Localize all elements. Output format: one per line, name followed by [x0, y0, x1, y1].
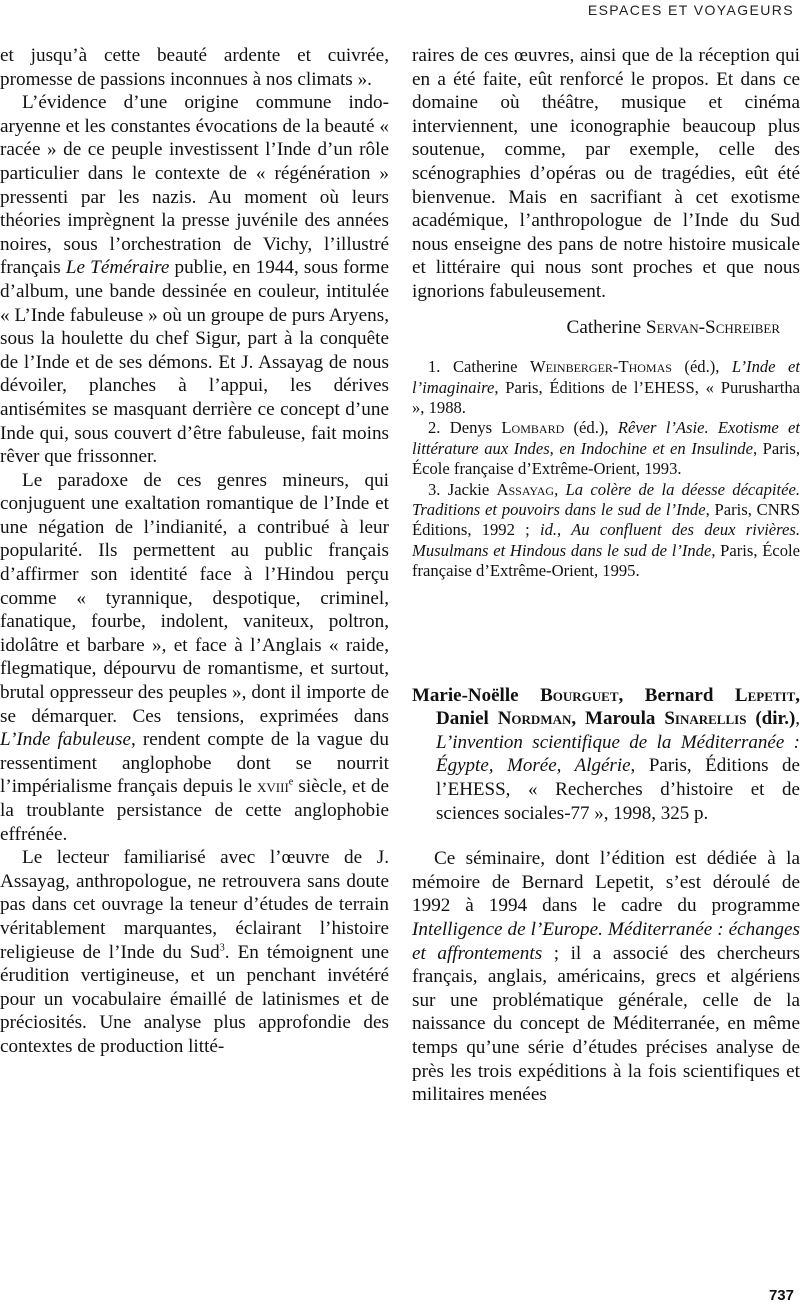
review-signature: Catherine Servan-Schreiber [566, 316, 780, 338]
footnote: 3. Jackie Assayag, La colère de la déesse décapitée. Traditions et pouvoirs dans le sud de l’Inde, Paris, CNRS Éditions, 1992 ; id., Au confluent des deux rivières. Musulmans et Hindous dans le sud de l’Inde, Paris, École française d’Extrême-Orient, 1995. [412, 479, 800, 581]
paragraph: Le lecteur familiarisé avec l’œuvre de J. Assayag, anthropologue, ne retrouvera sans doute pas dans cet ouvrage la teneur d’études de terrain véritablement marquantes, éclairant l’histoire religieuse de l’Inde du Sud$^3$. En témoignent une érudition vertigineuse, et un penchant invétéré pour un vocabulaire émaillé de latinismes et de préciosités. Une analyse plus approfondie des contextes de production litté- [0, 847, 390, 1057]
footnote: 1. Catherine Weinberger-Thomas (éd.), L’Inde et l’imaginaire, Paris, Éditions de l’EHESS, « Purushartha », 1988. [412, 357, 800, 417]
paragraph: raires de ces œuvres, ainsi que de la réception qui en a été faite, eût renforcé le propos. Et dans ce domaine où théâtre, musique et cinéma interviennent, une iconographie beaucoup plus soutenue, comme, par exemple, celle des scénographies d’opéras ou de tragédies, eût été bienvenue. Mais en sacrifiant à cet exotisme académique, l’anthropologue de l’Inde du Sud nous enseigne des pans de notre histoire musicale et littéraire qui nous sont proches et que nous ignorions fabuleusement. [412, 45, 800, 302]
right-column [412, 44, 800, 1107]
paragraph: L’évidence d’une origine commune indo-aryenne et les constantes évocations de la beauté « racée » de ce peuple investissent l’Inde d’un rôle particulier dans le contexte de « régénération » pressenti par les nazis. Au moment où leurs théories imprègnent la presse juvénile des années noires, sous l’orchestration de Vichy, l’illustré français Le Téméraire publie, en 1944, sous forme d’album, une bande dessinée en couleur, intitulée « L’Inde fabuleuse » où un groupe de purs Aryens, sous la houlette du chef Sigur, part à la conquête de l’Inde et de ses démons. Et J. Assayag de nous dévoiler, planches à l’appui, les dérives antisémites se masquant derrière ce concept d’une Inde qui, sous couvert d’être fabuleuse, fait moins rêver que frissonner. [0, 92, 389, 468]
running-header: ESPACES ET VOYAGEURS [587, 2, 794, 18]
footnotes [412, 357, 800, 581]
paragraph: et jusqu’à cette beauté ardente et cuivrée, promesse de passions inconnues à nos climats ». [0, 45, 389, 90]
page-number: 737 [768, 1287, 794, 1304]
book-entry: Marie-Noëlle Bourguet, Bernard Lepetit, Daniel Nordman, Maroula Sinarellis (dir.), L’invention scientifique de la Méditerranée : Égypte, Morée, Algérie, Paris, Éditions de l’EHESS, « Recherches d’histoire et de sciences sociales-77 », 1998, 325 p. [412, 684, 800, 824]
footnote: 2. Denys Lombard (éd.), Rêver l’Asie. Exotisme et littérature aux Indes, en Indochine et en Insulinde, Paris, École française d’Extrême-Orient, 1993. [412, 418, 800, 479]
paragraph: Ce séminaire, dont l’édition est dédiée à la mémoire de Bernard Lepetit, s’est déroulé de 1992 à 1994 dans le cadre du programme Intelligence de l’Europe. Méditerranée : échanges et affrontements ; il a associé des chercheurs français, anglais, américains, grecs et algériens sur une problématique générale, celle de la naissance du concept de Méditerranée, en même temps qu’une série d’études précises analyse de près les trois expéditions à la fois scientifiques et militaires menées [412, 848, 800, 1106]
paragraph: Le paradoxe de ces genres mineurs, qui conjuguent une exaltation romantique de l’Inde et une négation de l’indianité, a contribué à leur popularité. Ils permettent au public français d’affirmer son identité face à l’Hindou perçu comme « tyrannique, despotique, criminel, fanatique, fourbe, indolent, vaniteux, poltron, idolâtre et barbare », et face à l’Anglais « raide, flegmatique, dépourvu de romantisme, et surtout, brutal oppresseur des peuples », dont il importe de se démarquer. Ces tensions, exprimées dans L’Inde fabuleuse, rendent compte de la vague du ressentiment anglophobe dont se nourrit l’impérialisme français depuis le xviii$^e$ siècle, et de la troublante persistance de cette anglophobie effrénée. [0, 469, 390, 845]
left-column [0, 44, 389, 1059]
